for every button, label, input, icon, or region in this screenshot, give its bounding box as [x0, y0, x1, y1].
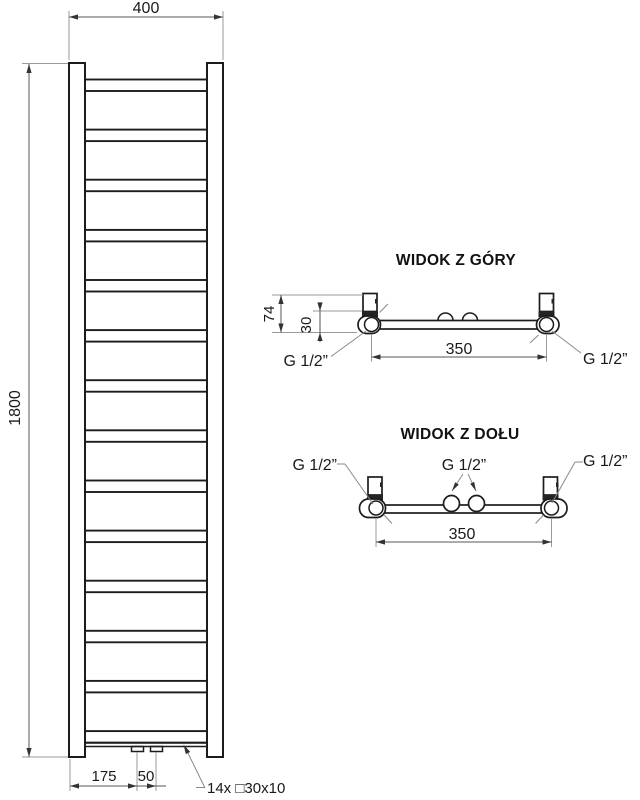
bottom-stub-left [132, 747, 144, 752]
bottom-view-title: WIDOK Z DOŁU [400, 426, 520, 443]
tube-2 [85, 130, 208, 142]
front-tubes [85, 80, 208, 743]
dim-offset-left-label: 175 [91, 768, 117, 785]
radiator-profile-bar [376, 505, 544, 513]
dim-spacing-350-top [372, 335, 547, 362]
top-view-title: WIDOK Z GÓRY [395, 252, 517, 269]
bracket-screw [552, 299, 555, 304]
tube-9 [85, 481, 208, 493]
bracket-tick [536, 515, 544, 524]
tube-12 [85, 631, 208, 643]
dim-depth-label: 74 [261, 305, 278, 323]
bracket-screw [380, 483, 383, 488]
dim-height-1800 [7, 64, 68, 758]
center-stub-circle [444, 496, 460, 512]
tube-5 [85, 280, 208, 292]
arrowhead [278, 324, 283, 333]
arrowhead [376, 539, 385, 544]
wall-bracket [368, 477, 382, 495]
bracket-tick [380, 304, 389, 313]
bracket-screw [375, 299, 378, 304]
bottom-left-fitting [360, 477, 393, 524]
bottom-collector-strip [85, 743, 207, 747]
leader-line [552, 331, 581, 353]
arrowhead [70, 783, 79, 788]
arrowhead [26, 748, 31, 757]
bracket-tick [530, 335, 539, 343]
wall-bracket [363, 294, 377, 312]
arrowhead [372, 354, 381, 359]
arrowhead [69, 14, 78, 19]
top-view [261, 251, 627, 370]
bottom-stub-right [151, 747, 163, 752]
thread-label-left: G 1/2” [283, 353, 328, 370]
hanger-bump [463, 313, 478, 320]
thread-label-right: G 1/2” [583, 351, 628, 368]
front-view [7, 0, 285, 797]
center-stub-circle [469, 496, 485, 512]
radiator-profile-bar [376, 321, 544, 330]
leader-line [185, 747, 205, 788]
arrowhead [538, 354, 547, 359]
thread-label-left: G 1/2” [292, 457, 337, 474]
hanger-bump [438, 313, 453, 320]
wall-bracket [544, 477, 558, 495]
dim-collector-30 [298, 302, 362, 342]
arrowhead [214, 14, 223, 19]
dim-width-400 [69, 0, 223, 60]
arrowhead [26, 64, 31, 73]
tube-14 [85, 731, 208, 743]
dim-spacing-350-bottom [376, 518, 552, 547]
dim-height-label: 1800 [7, 390, 24, 426]
bottom-view [293, 426, 628, 547]
bracket-screw [556, 483, 559, 488]
tube-8 [85, 430, 208, 442]
tube-4 [85, 230, 208, 242]
arrowhead [317, 303, 322, 312]
thread-label-right: G 1/2” [583, 453, 628, 470]
arrowhead [278, 295, 283, 304]
arrowhead [452, 482, 459, 491]
tube-callout [184, 745, 286, 798]
tube-1 [85, 80, 208, 92]
arrowhead [317, 333, 322, 342]
arrowhead [470, 482, 476, 491]
leader-line [331, 331, 366, 357]
tube-label: 14x □30x10 [207, 780, 286, 797]
thread-label-center: G 1/2” [441, 457, 487, 474]
arrowhead [543, 539, 552, 544]
top-right-fitting [530, 294, 559, 344]
arrowhead [128, 783, 137, 788]
left-collector [69, 63, 85, 757]
wall-bracket [540, 294, 554, 312]
tube-10 [85, 531, 208, 543]
dim-width-label: 400 [132, 0, 160, 17]
tube-3 [85, 180, 208, 192]
bracket-tick [384, 515, 392, 524]
tube-11 [85, 581, 208, 593]
dim-collector-label: 30 [298, 316, 315, 334]
dim-offset-center-label: 50 [137, 768, 155, 785]
tube-6 [85, 330, 208, 342]
bottom-thread-labels [293, 453, 628, 504]
right-collector [207, 63, 223, 757]
dim-spacing-label: 350 [448, 526, 476, 543]
tube-13 [85, 681, 208, 693]
tube-7 [85, 380, 208, 392]
dim-spacing-label: 350 [445, 341, 473, 358]
